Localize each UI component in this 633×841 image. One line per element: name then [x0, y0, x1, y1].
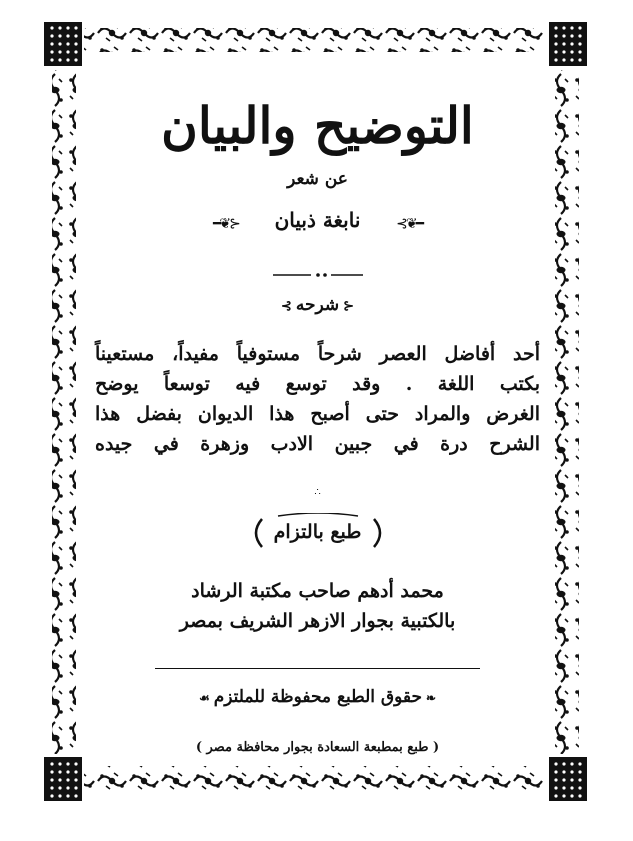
rights-notice — [95, 687, 540, 707]
commentary-label: شرحه — [295, 295, 340, 315]
divider — [155, 668, 480, 669]
printed-by-label: طبع بالتزام — [273, 521, 362, 543]
description-line: بكتب اللغة . وقد توسع فيه توسعاً يوضح — [95, 373, 540, 395]
publisher-address: بالكتبية بجوار الازهر الشريف بمصر — [179, 610, 456, 632]
printer-imprint: ( طبع بمطبعة السعادة بجوار محافظة مصر ) — [195, 740, 440, 755]
dots-mark: ∴ — [314, 487, 321, 498]
title-page-content — [95, 95, 540, 755]
commentary-heading — [95, 295, 540, 315]
description-line: أحد أفاضل العصر شرحاً مستوفياً مفيداً، مستعيناً — [95, 343, 540, 365]
poet-name: نابغة ذبيان — [274, 208, 361, 232]
arabesque-flourish-icon: ❧ — [425, 691, 437, 705]
description-line: الغرض والمراد حتى أصبح هذا الديوان بفضل هذا — [95, 403, 540, 425]
book-title: التوضيح والبيان — [161, 96, 474, 155]
arabesque-flourish-icon: ⊱ — [343, 299, 355, 314]
arabesque-flourish-icon: ━❦⊱ — [213, 216, 239, 232]
divider — [95, 264, 540, 283]
publisher-name: محمد أدهم صاحب مكتبة الرشاد — [191, 580, 444, 602]
arabesque-flourish-icon: ☙ — [198, 691, 210, 705]
rights-text: حقوق الطبع محفوظة للملتزم — [213, 687, 422, 707]
description-line: الشرح درة في جبين الادب وزهرة في جيده — [95, 433, 540, 455]
subtitle: عن شعر — [287, 169, 348, 189]
arabesque-flourish-icon: ⊰❦━ — [396, 216, 422, 232]
arabesque-flourish-icon: ⊰ — [280, 299, 292, 314]
poet-row — [95, 208, 540, 236]
description-paragraph — [95, 339, 540, 459]
